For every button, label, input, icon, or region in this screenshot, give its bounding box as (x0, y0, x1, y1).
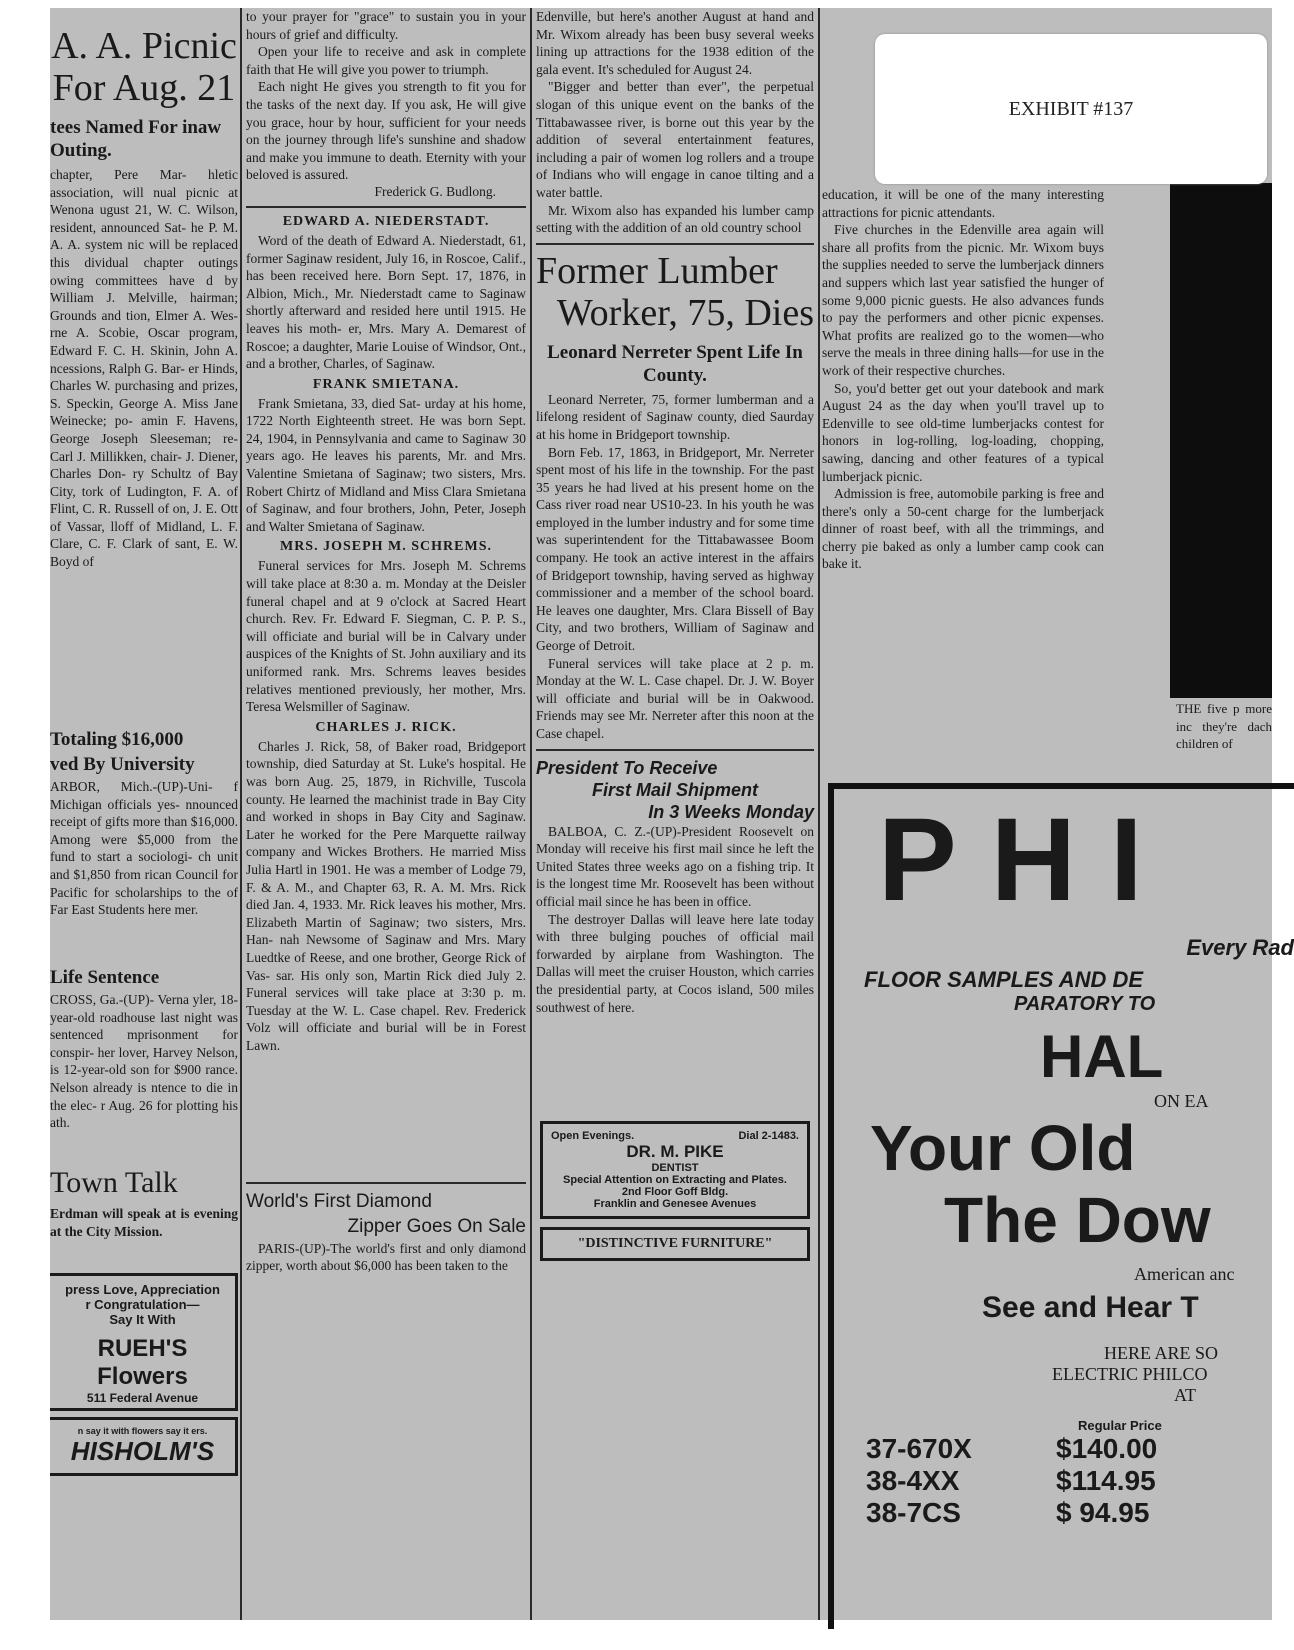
story-edenville (536, 8, 814, 237)
column-2 (246, 8, 526, 1620)
obit-name-rick: CHARLES J. RICK. (315, 719, 457, 735)
story-picnic-cont-p1: education, it will be one of the many interesting attractions for picnic attendants. (822, 187, 1104, 220)
obit-niederstadt (246, 232, 526, 373)
obit-niederstadt-text: Word of the death of Edward A. Niederstadt, 61, former Saginaw resident, July 16, in Roscoe, Calif., has been received here. Born Sept. 17, 1876, in Albion, Mich., Mr. Niederstadt came to Saginaw shortly afterward and resided here until 1915. He leaves his moth- er, Mrs. Mary A. Demarest of Roscoe; a daughter, Marie Louise of Windsor, Ont., and a brother, Charles, of Saginaw. (246, 232, 526, 372)
story-edenville-p2: "Bigger and better than ever", the perpetual slogan of this unique event on the banks of the Tittabawassee river, is borne out this year by the addition of several entertainment features, including a pair of women log rollers and a troupe of Indians who will engage in canoe tilting and a water battle. (536, 79, 814, 200)
philco-ad-line7: The Dow (944, 1184, 1211, 1256)
headline-totaling: Totaling $16,000 (50, 729, 184, 750)
dentist-ad-top (551, 1130, 799, 1142)
story-life-sentence: CROSS, Ga.-(UP)- Verna yler, 18-year-old roadhouse last night was sentenced mprisonment for conspir- her lover, Harvey Nelson, is 12-year-old son for $900 rance. Nelson already is ntence to die in the elec- r Aug. 26 for plotting his ath. (50, 992, 238, 1131)
price-row (866, 1497, 1294, 1529)
flowers-ad-address: 511 Federal Avenue (86, 1391, 199, 1405)
column-rule-2 (530, 8, 532, 1620)
story-grace-p1: to your prayer for "grace" to sustain you in your hours of grief and difficulty. (246, 9, 526, 42)
dentist-ad (540, 1121, 810, 1219)
philco-ad-line5: ON EA (1154, 1091, 1209, 1111)
philco-ad-line8: American anc (1134, 1264, 1235, 1284)
obit-rick (246, 738, 526, 1176)
obit-name-schrems: MRS. JOSEPH M. SCHREMS. (279, 539, 492, 555)
story-nerreter (536, 391, 814, 743)
headline-worker-dies: Worker, 75, Dies (556, 291, 814, 334)
story-president (536, 823, 814, 1113)
price-row-model: 38-7CS (866, 1497, 961, 1528)
story-grace-top (246, 8, 526, 184)
story-town-talk: Erdman will speak at is evening at the City Mission. (50, 1206, 238, 1239)
obit-schrems-text: Funeral services for Mrs. Joseph M. Schrems will take place at 8:30 a. m. Monday at the Deisler funeral chapel and at 9 o'clock at Sacred Heart church. Rev. Fr. Edward F. Siegman, C. P. P. S., will officiate and burial will be in Calvary under auspices of the Knights of St. John auxiliary and its uniformed rank. Mrs. Schrems leaves besides relatives mentioned previously, her mother, Mrs. Teresa Welsmiller of Saginaw. (246, 558, 526, 715)
story-diamond (246, 1240, 526, 1275)
story-picnic-cont-p4: Admission is free, automobile parking is free and there's only a 50-cent charge for the lumberjack dinner of roast beef, with all the trimmings, and cherry pie baked as only a lumber camp cook can bake it. (822, 486, 1104, 572)
newspaper-page (50, 8, 1294, 1620)
headline-diamond-1: World's First Diamond (246, 1190, 432, 1212)
headline-president-3: In 3 Weeks Monday (648, 801, 814, 822)
philco-ad-line3: PARATORY TO (1014, 993, 1156, 1015)
column-rule-1 (240, 8, 242, 1620)
philco-ad (828, 783, 1294, 1629)
flowers-ad-line1: press Love, Appreciation (65, 1282, 220, 1297)
headline-university: ved By University (50, 754, 195, 775)
photo-caption: THE five p more inc they're dach children of (1176, 701, 1272, 752)
price-row (866, 1433, 1294, 1465)
price-row-model: 37-670X (866, 1433, 972, 1464)
story-president-p2: The destroyer Dallas will leave here late today with three bulging pouches of official mail forwarded by airplane from Washington. The Dallas will meet the cruiser Houston, which carries the presidential party, at Cocos island, 500 miles southwest of here. (536, 911, 814, 1015)
story-edenville-p3: Mr. Wixom also has expanded his lumber camp setting with the addition of an old country school (536, 202, 814, 236)
philco-ad-line10: HERE ARE SO (1104, 1343, 1219, 1363)
column-3 (536, 8, 814, 1620)
obit-smietana (246, 395, 526, 536)
obit-name-smietana: FRANK SMIETANA. (312, 376, 460, 392)
story-nerreter-p1: Leonard Nerreter, 75, former lumberman and a lifelong resident of Saginaw county, died Saurday at his home in Bridgeport township. (536, 391, 814, 442)
headline-president-2: First Mail Shipment (591, 779, 759, 800)
story-grace-p3: Each night He gives you strength to fit you for the tasks of the next day. If you ask, He will give you grace, hour by hour, sufficient for your needs on the journey through life's sunshine and shadow and make you immune to death. Eternity with your beloved is assured. (246, 79, 526, 183)
obit-rick-text: Charles J. Rick, 58, of Baker road, Bridgeport township, died Saturday at St. Luke's hospital. He was born Aug. 25, 1879, in Richville, Tuscola county. He learned the machinist trade in Bay City and worked in shops in Bay City and Saginaw. Later he worked for the Pere Marquette railway company and Wickes Brothers. He married Miss Julia Hartl in 1901. He was a member of Lodge 79, F. & A. M., and Chapter 63, R. A. M. Mrs. Rick died Jan. 4, 1933. Mr. Rick leaves his mother, Mrs. Elizabeth Martin of Saginaw; two sisters, Mrs. Han- nah Newsome of Saginaw and Mrs. Mary Luedtke of Reese, and one brother, George Rick of Vas- sar. His only son, Martin Rick died July 2. Funeral services will take place at 3:30 p. m. Tuesday at the W. L. Case chapel. Rev. Frederick Volz will officiate and burial will be in Forest Lawn. (246, 738, 526, 1053)
price-row (866, 1465, 1294, 1497)
dentist-ad-line3: Franklin and Genesee Avenues (593, 1197, 757, 1210)
column-rule-3 (818, 8, 820, 1620)
divider (246, 206, 526, 208)
philco-ad-line2: FLOOR SAMPLES AND DE (864, 967, 1144, 992)
dentist-ad-line1: Special Attention on Extracting and Plates. (563, 1173, 787, 1186)
philco-ad-line4: HAL (1040, 1023, 1164, 1090)
flowers-ad-name: RUEH'S Flowers (97, 1335, 188, 1390)
dentist-ad-name: DR. M. PIKE (626, 1141, 724, 1161)
subhead-nerreter: Leonard Nerreter Spent Life In County. (547, 341, 803, 386)
story-nerreter-p3: Funeral services will take place at 2 p. m. Monday at the W. L. Case chapel. Dr. J. W. Boyer will officiate and burial will be in Oakwood. Friends may see Mr. Nerreter after this noon at the Case chapel. (536, 655, 814, 741)
flowers-ad (50, 1273, 238, 1411)
dentist-ad-hours: Open Evenings. (551, 1129, 635, 1142)
obit-schrems (246, 557, 526, 715)
price-row-price: $140.00 (1056, 1433, 1158, 1464)
philco-ad-line1: Every Rad (1186, 935, 1294, 960)
subhead-committees: tees Named For inaw Outing. (50, 117, 222, 161)
divider (536, 243, 814, 245)
exhibit-label: EXHIBIT #137 (875, 34, 1267, 184)
headline-president-1: President To Receive (536, 757, 718, 778)
column-1 (50, 8, 238, 1620)
story-picnic-cont-p2: Five churches in the Edenville area again will share all profits from the picnic. Mr. Wixom buys the supplies needed to serve the lumberjack dinners and suppers which last year satisfied the hunger of some 9,000 picnic guests. He also advances funds to pay the performers and other picnic expenses. What profits are realized go to the women—who serve the meals in three dining halls—for use in the work of their respective churches. (822, 222, 1104, 378)
flowers-ad-line3: Say It With (109, 1312, 176, 1327)
philco-ad-line11: ELECTRIC PHILCO (1052, 1364, 1208, 1384)
headline-former-lumber: Former Lumber (536, 249, 778, 292)
headline-town-talk: Town Talk (50, 1166, 178, 1199)
dentist-ad-phone: Dial 2-1483. (738, 1129, 799, 1142)
headline-aa-picnic-2: For Aug. 21 (52, 67, 236, 109)
price-row-price: $ 94.95 (1056, 1497, 1150, 1528)
story-nerreter-p2: Born Feb. 17, 1863, in Bridgeport, Mr. Nerreter spent most of his life in the township. For the past 35 years he had lived at his present home on the Cass river road near US10-23. In his youth he was employed in the lumber industry and for some time was superintendent for the Tittabawassee Boom company. He took an active interest in the affairs of Bridgeport township, having served as highway commissioner and a member of the school board. He leaves one daughter, Mrs. Clara Bissell of Bay City, and two brothers, William of Saginaw and George of Detroit. (536, 444, 814, 654)
story-grace-signature: Frederick G. Budlong. (374, 183, 496, 199)
obit-smietana-text: Frank Smietana, 33, died Sat- urday at his home, 1722 North Eighteenth street. He was born Sept. 24, 1904, in Pennsylvania and came to Saginaw 30 years ago. He leaves his parents, Mr. and Mrs. Valentine Smietana of Saginaw; two sisters, Mrs. Robert Chirtz of Midland and Miss Clara Smietana of Saginaw, and four brothers, John, Peter, Joseph and Walter Smietana of Saginaw. (246, 395, 526, 534)
price-row-price: $114.95 (1056, 1465, 1156, 1496)
divider (536, 749, 814, 751)
story-edenville-p1: Edenville, but here's another August at hand and Mr. Wixom already has been busy several weeks lining up attractions for the 1938 edition of the gala event. It's scheduled for August 24. (536, 9, 814, 77)
story-university: ARBOR, Mich.-(UP)-Uni- f Michigan officials yes- nnounced receipt of gifts more than $16,000. Among were $5,000 from the fund to start a sociologi- ch unit and $1,850 from rican Council for Pacific for scholarships to the of Far East Students here mer. (50, 779, 238, 918)
philco-ad-price-table (866, 1433, 1294, 1529)
philco-ad-line12: AT (1174, 1385, 1196, 1405)
headline-life-sentence: Life Sentence (50, 967, 160, 988)
divider (246, 1182, 526, 1184)
philco-ad-line9: See and Hear T (982, 1291, 1199, 1324)
furniture-ad (540, 1227, 810, 1261)
flowers-ad-line2: r Congratulation— (85, 1297, 200, 1312)
philco-ad-line6: Your Old (870, 1112, 1136, 1184)
headline-aa-picnic-1: A. A. Picnic (51, 25, 237, 67)
obit-name-niederstadt: EDWARD A. NIEDERSTADT. (282, 213, 490, 229)
chisholm-ad-name: HISHOLM'S (70, 1436, 215, 1466)
philco-ad-brand: PHI (878, 794, 1177, 926)
dentist-ad-title: DENTIST (651, 1161, 699, 1174)
story-picnic-cont (822, 186, 1104, 573)
story-picnic-cont-p3: So, you'd better get out your datebook and mark August 24 as the day when you'll travel up to Edenville to see old-time lumberjacks contest for honors in log-rolling, log-loading, chopping, sawing, dancing and other features of a typical lumberjack picnic. (822, 380, 1104, 484)
philco-ad-price-header: Regular Price (1078, 1418, 1162, 1433)
dentist-ad-line2: 2nd Floor Goff Bldg. (621, 1185, 729, 1198)
story-grace-p2: Open your life to receive and ask in complete faith that He will give you power to triumph. (246, 44, 526, 77)
story-president-p1: BALBOA, C. Z.-(UP)-President Roosevelt on Monday will receive his first mail since he left the United States three weeks ago on a fishing trip. It is the longest time Mr. Roosevelt has been without official mail since he has been in office. (536, 823, 814, 909)
story-picnic: chapter, Pere Mar- hletic association, will nual picnic at Wenona ugust 21, W. C. Wilson, resident, announced Sat- he P. M. A. A. system nic will be replaced this dividual chapter outings owing committees have d by William J. Melville, hairman; Grounds and tion, Elmer A. Wes- rne A. Scobie, Oscar program, Edward F. C. H. Skinin, John A. ncessions, Ralph G. Bar- er Hinds, Charles W. purchasing and prizes, S. Speckin, George A. Miss Jane Weinecke; po- amin F. Havens, George Joseph Sleeseman; re- Carl J. Millikken, chair- J. Diener, Charles Don- ry Schultz of Bay City, tork of Ludington, F. A. of Flint, C. R. Russell of on, J. E. Ott of Vassar, lloff of Midland, L. F. Clare, C. F. Clark of sant, E. W. Boyd of (50, 167, 238, 570)
photo (1170, 183, 1272, 698)
furniture-ad-text: "DISTINCTIVE FURNITURE" (577, 1235, 773, 1251)
chisholm-ad-line: n say it with flowers say it ers. (77, 1426, 208, 1436)
story-diamond-text: PARIS-(UP)-The world's first and only diamond zipper, worth about $6,000 has been taken to the (246, 1240, 526, 1274)
headline-diamond-2: Zipper Goes On Sale (347, 1215, 526, 1237)
chisholm-ad (50, 1417, 238, 1476)
price-row-model: 38-4XX (866, 1465, 960, 1496)
